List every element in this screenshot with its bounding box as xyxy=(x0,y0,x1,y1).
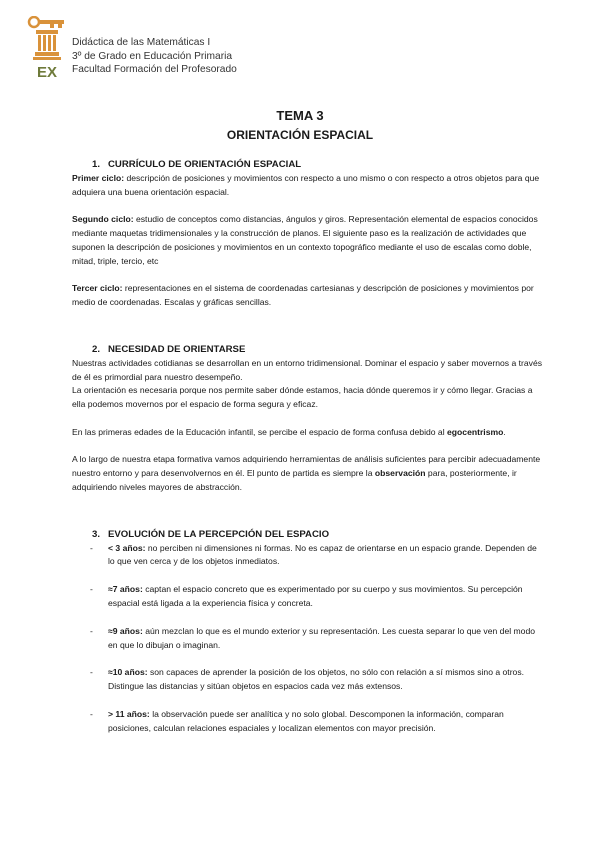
logo-text: EX xyxy=(36,64,58,80)
item-text: aún mezclan lo que es el mundo exterior y su representación. Les cuesta separar lo que ven del modo en que lo dibujan o imaginan. xyxy=(108,625,536,650)
paragraph xyxy=(72,172,544,200)
paragraph-text: representaciones en el sistema de coordenadas cartesianas y descripción de posiciones y movimientos por medio de coordenadas. Escalas y gráficas sencillas. xyxy=(72,283,534,308)
bold-term: egocentrismo xyxy=(447,426,504,437)
section-title: EVOLUCIÓN DE LA PERCEPCIÓN DEL ESPACIO xyxy=(108,528,330,540)
list-dash: - xyxy=(90,667,93,678)
paragraph-text: descripción de posiciones y movimientos con respecto a uno mismo o con respecto a otros objetos para que adquiera una buena orientación espacial. xyxy=(72,173,540,197)
document-body xyxy=(72,158,544,750)
list-item xyxy=(72,625,544,653)
section-number: 1. xyxy=(92,159,101,170)
paragraph-text: A lo largo de nuestra etapa formativa vamos adquiriendo herramientas de análisis suficientes para percibir adecuadamente nuestro entorno y para desenvolvernos en él. El punto de partida es siempre la xyxy=(72,454,541,479)
age-label: > 11 años: xyxy=(108,708,150,719)
age-label: ≈10 años: xyxy=(108,667,148,678)
paragraph-text: En las primeras edades de la Educación infantil, se percibe el espacio de forma confusa debido al xyxy=(72,426,448,437)
page-subtitle: ORIENTACIÓN ESPACIAL xyxy=(226,128,374,142)
page-header xyxy=(26,16,586,80)
list-dash: - xyxy=(90,584,93,595)
paragraph-label: Tercer ciclo: xyxy=(72,283,123,294)
list-dash: - xyxy=(90,542,93,553)
paragraph xyxy=(72,213,544,268)
list-dash: - xyxy=(90,625,93,636)
section-2-heading xyxy=(72,343,544,357)
section-title: NECESIDAD DE ORIENTARSE xyxy=(108,343,246,355)
paragraph xyxy=(72,453,544,494)
list-item xyxy=(72,708,544,736)
age-list xyxy=(72,542,544,736)
paragraph-text: . xyxy=(503,426,506,437)
age-label: ≈7 años: xyxy=(108,584,143,595)
page-title: TEMA 3 xyxy=(276,108,324,123)
section-1-heading xyxy=(72,158,544,172)
paragraph-text: estudio de conceptos como distancias, ángulos y giros. Representación elemental de espacios conocidos mediante maquetas tridimensionales y la construcción de planos. El siguiente paso es la realización de actividades que suponen la descripción de posiciones y movimientos en un contexto topográfico mediante el uso de escalas como doble, mitad, triple, tercio, etc xyxy=(72,214,538,266)
list-dash: - xyxy=(90,708,93,719)
paragraph xyxy=(72,282,544,310)
list-item xyxy=(72,666,544,694)
age-label: < 3 años: xyxy=(108,542,146,553)
section-number: 3. xyxy=(92,528,101,540)
age-label: ≈9 años: xyxy=(108,625,143,636)
list-item xyxy=(72,583,544,611)
header-text xyxy=(72,36,237,77)
faculty-name: Facultad Formación del Profesorado xyxy=(72,64,237,75)
item-text: son capaces de aprender la posición de los objetos, no sólo con relación a sí mismos sino a otros. Distingue las distancias y sitúan objetos en espacios cada vez más extensos. xyxy=(108,667,525,692)
section-3-heading xyxy=(72,528,544,542)
section-title: CURRÍCULO DE ORIENTACIÓN ESPACIAL xyxy=(108,159,302,170)
section-number: 2. xyxy=(92,343,101,355)
item-text: la observación puede ser analítica y no solo global. Descomponen la información, comparan posiciones, calculan relaciones espaciales y localizan elementos con mayor precisión. xyxy=(108,708,504,733)
degree-name: 3º de Grado en Educación Primaria xyxy=(72,50,233,62)
bold-term: observación xyxy=(374,468,426,479)
course-name: Didáctica de las Matemáticas I xyxy=(72,37,211,48)
paragraph-label: Segundo ciclo: xyxy=(72,214,134,225)
item-text: no perciben ni dimensiones ni formas. No es capaz de orientarse en un espacio grande. Dependen de lo que ven cerca y de los objetos inmediatos. xyxy=(108,542,537,567)
paragraph xyxy=(72,426,544,440)
title-block xyxy=(0,107,600,143)
university-logo xyxy=(26,16,66,80)
paragraph: La orientación es necesaria porque nos permite saber dónde estamos, hacia dónde queremos ir y cómo llegar. Gracias a ella podemos movernos por el espacio de forma segura y eficaz. xyxy=(72,385,533,410)
paragraph-label: Primer ciclo: xyxy=(72,173,125,183)
item-text: captan el espacio concreto que es experimentado por su cuerpo y sus movimientos. Su percepción espacial está ligada a la experiencia física y concreta. xyxy=(108,584,523,608)
list-item xyxy=(72,542,544,570)
paragraph-text: para, posteriormente, ir adquiriendo niveles mayores de abstracción. xyxy=(72,468,517,492)
paragraph: Nuestras actividades cotidianas se desarrollan en un entorno tridimensional. Dominar el espacio y saber movernos a través de él es primordial para nuestro desempeño. xyxy=(72,357,543,382)
